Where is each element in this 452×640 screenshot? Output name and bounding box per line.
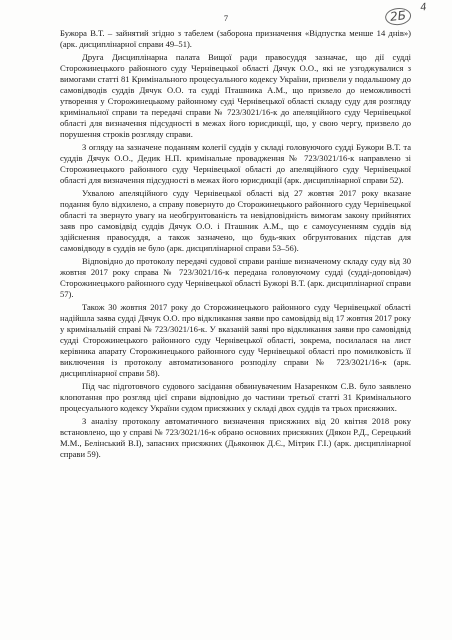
paragraph: Друга Дисциплінарна палата Вищої ради правосуддя зазначає, що дії судді Сторожинецького районного суду Чернівецької області Дячук О.О., які не узгоджувалися з вимогами статті 81 Кримінального процесуального кодексу України, призвели у подальшому до самовідводів суддів Дячук О.О. та судді Пташника А.М., що призвело до неможливості утворення у Сторожинецькому районному суді Чернівецької області складу суду для розгляду кримінальної справи та передачі справи № 723/3021/16-к до апеляційного суду Чернівецької області для визначення підсудності в межах його юрисдикції, що, у свою чергу, призвело до порушення строків розгляду справи.	[60, 52, 411, 139]
paragraph: Також 30 жовтня 2017 року до Сторожинецького районного суду Чернівецької області надійшла заява судді Дячук О.О. про відкликання заяви про самовідвід від 17 жовтня 2017 року у кримінальній справі № 723/3021/16-к. У вказаній заяві про відкликання заяви про самовідвід судді Сторожинецького районного суду Чернівецької області, зокрема, посилалася на лист керівника апарату Сторожинецького районного суду Чернівецької області про помилковість її виключення із протоколу автоматизованого розподілу справи № 723/3021/16-к (арк. дисциплінарної справи 58).	[60, 302, 411, 378]
stamp-number: 2Б	[384, 7, 412, 27]
paragraph: З аналізу протоколу автоматичного визначення присяжних від 20 квітня 2018 року встановлено, що у справі № 723/3021/16-к обрано основних присяжних (Дякон Р.Д., Серецький М.М., Белінський В.І), запасних присяжних (Дьяконюк Д.Є., Мітрик Г.І.) (арк. дисциплінарної справи 59).	[60, 416, 411, 459]
paragraph: Бужора В.Т. – зайнятий згідно з табелем (заборона призначення «Відпустка менше 14 днів») (арк. дисциплінарної справи 49–51).	[60, 28, 411, 49]
paragraph: Відповідно до протоколу передачі судової справи раніше визначеному складу суду від 30 жовтня 2017 року справа № 723/3021/16-к передана головуючому судді (судді-доповідач) Сторожинецького районного суду Чернівецької області Бужорі В.Т. (арк. дисциплінарної справи 57).	[60, 256, 411, 299]
paragraph: Під час підготовчого судового засідання обвинуваченим Назаренком С.В. було заявлено клопотання про розгляд цієї справи відповідно до частини третьої статті 31 Кримінального процесуального кодексу України судом присяжних у складі двох суддів та трьох присяжних.	[60, 381, 411, 413]
paragraph: Ухвалою апеляційного суду Чернівецької області від 27 жовтня 2017 року вказане подання було відхилено, а справу повернуто до Сторожинецького районного суду Чернівецької області та звернуто увагу на необгрунтованість та невідповідність вимогам закону прийнятих заяв про самовідвід суддів Дячук О.О. і Пташник А.М., що є самоусуненням суддів від здійснення правосуддя, а також зазначено, що будь-яких обгрунтованих підстав для самовідводу в суддів не було (арк. дисциплінарної справи 53–56).	[60, 188, 411, 253]
page-number: 7	[223, 14, 229, 23]
paragraph: З огляду на зазначене поданням колегії суддів у складі головуючого судді Бужори В.Т. та суддів Дячук О.О., Дедик Н.П. кримінальне провадження № 723/3021/16-к направлено зі Сторожинецького районного суду Чернівецької області до апеляційного суду Чернівецької області для визначення підсудності в межах його юрисдикції (арк. дисциплінарної справи 52).	[60, 142, 411, 185]
document-body	[60, 28, 411, 462]
stamp-mark: 4	[419, 2, 428, 14]
archive-stamp	[384, 2, 432, 29]
